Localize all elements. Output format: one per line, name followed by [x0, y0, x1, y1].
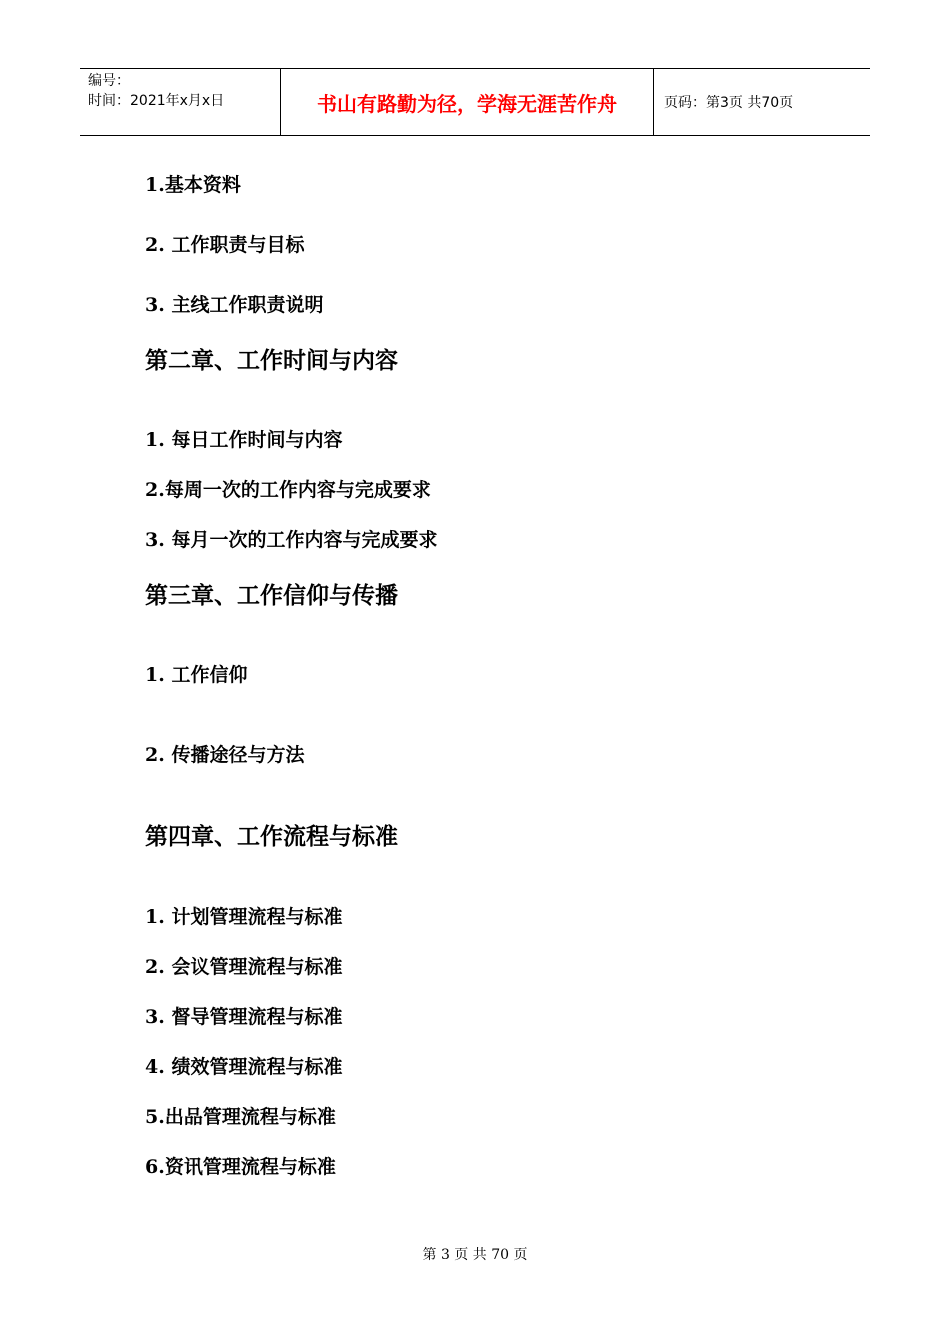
- header-motto: 书山有路勤为径，学海无涯苦作舟: [281, 69, 654, 135]
- toc-item: 3. 督导管理流程与标准: [145, 1006, 343, 1028]
- toc-item: 1. 计划管理流程与标准: [145, 906, 343, 928]
- toc-chapter-heading: 第三章、工作信仰与传播: [145, 582, 398, 609]
- toc-item: 6.资讯管理流程与标准: [145, 1156, 336, 1178]
- header-page-info: 页码：第3页 共70页: [664, 95, 794, 111]
- toc-item: 2. 工作职责与目标: [145, 234, 305, 256]
- toc-chapter-heading: 第二章、工作时间与内容: [145, 347, 398, 374]
- toc-item: 1. 每日工作时间与内容: [145, 429, 343, 451]
- page-header: [80, 68, 870, 136]
- toc-item: 3. 每月一次的工作内容与完成要求: [145, 529, 438, 551]
- header-meta: [80, 69, 281, 135]
- toc-item: 5.出品管理流程与标准: [145, 1106, 336, 1128]
- toc-chapter-heading: 第四章、工作流程与标准: [145, 823, 398, 850]
- document-number-label: 编号：: [88, 73, 130, 89]
- toc-item: 1. 工作信仰: [145, 664, 248, 686]
- page-footer: 第 3 页 共 70 页: [422, 1247, 528, 1263]
- toc-item: 1.基本资料: [145, 174, 241, 196]
- toc-item: 2.每周一次的工作内容与完成要求: [145, 479, 431, 501]
- toc-item: 3. 主线工作职责说明: [145, 294, 324, 316]
- toc-item: 2. 传播途径与方法: [145, 744, 305, 766]
- toc-item: 4. 绩效管理流程与标准: [145, 1056, 343, 1078]
- document-date: 时间：2021年x月x日: [88, 93, 225, 109]
- toc-item: 2. 会议管理流程与标准: [145, 956, 343, 978]
